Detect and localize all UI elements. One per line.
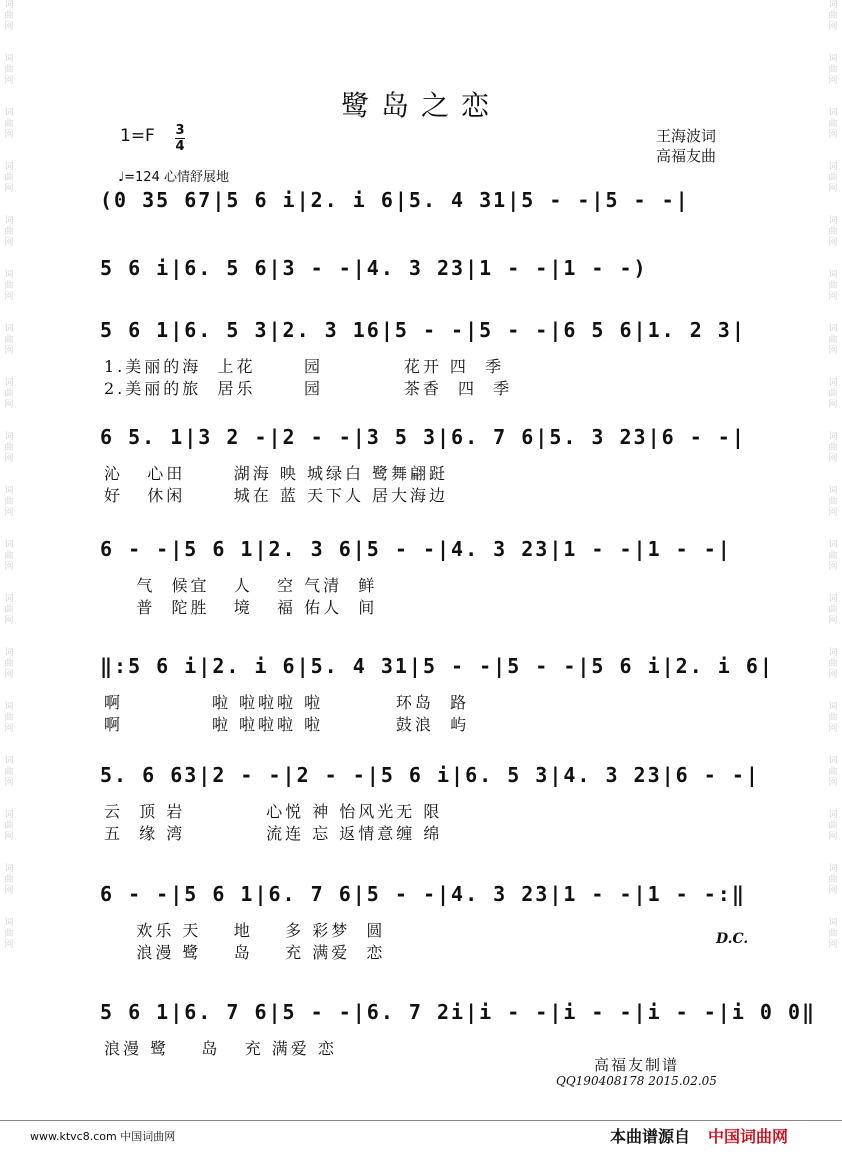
watermark-text: 词 曲 网 [828, 54, 838, 86]
lyricist-credit: 王海波词 [656, 127, 717, 145]
lyric-verse-1: 沁 心田 湖海 映 城绿白 鹭舞翩跹 [104, 464, 449, 483]
lyric-verse-1: 浪漫 鹭 岛 充 满爱 恋 [104, 1039, 337, 1058]
watermark-text: 词 曲 网 [4, 54, 14, 86]
staff-line [100, 654, 774, 736]
da-capo-marking: D.C. [716, 931, 749, 947]
watermark-text: 词 曲 网 [828, 594, 838, 626]
watermark-text: 词 曲 网 [4, 270, 14, 302]
watermark-text: 词 曲 网 [4, 810, 14, 842]
right-watermark [826, 0, 840, 1171]
lyric-verse-1: 1.美丽的海 上花 园 花开 四 季 [104, 357, 505, 376]
staff-line [100, 763, 760, 845]
watermark-text: 词 曲 网 [4, 162, 14, 194]
notation: 5 6 1|6. 7 6|5 - -|6. 7 2i|i - -|i - -|i - -|i 0 0‖ [100, 1000, 817, 1024]
lyric-verse-2: 五 缘 湾 流连 忘 返情意缠 绵 [104, 824, 443, 843]
staff-line [100, 256, 742, 286]
watermark-text: 词 曲 网 [4, 918, 14, 950]
watermark-text: 词 曲 网 [828, 918, 838, 950]
staff-line [100, 1000, 817, 1060]
lyric-verse-1: 欢乐 天 地 多 彩梦 圆 [104, 921, 386, 940]
notation: 6 - -|5 6 1|6. 7 6|5 - -|4. 3 23|1 - -|1 - -:‖ [100, 882, 746, 906]
watermark-text: 词 曲 网 [828, 162, 838, 194]
watermark-text: 词 曲 网 [828, 756, 838, 788]
watermark-text: 词 曲 网 [4, 324, 14, 356]
watermark-text: 词 曲 网 [828, 432, 838, 464]
lyric-verse-1: 啊 啦 啦啦啦 啦 环岛 路 [104, 693, 470, 712]
watermark-text: 词 曲 网 [4, 864, 14, 896]
watermark-text: 词 曲 网 [4, 648, 14, 680]
watermark-text: 词 曲 网 [4, 540, 14, 572]
watermark-text: 词 曲 网 [4, 378, 14, 410]
lyric-verse-2: 好 休闲 城在 蓝 天下人 居大海边 [104, 486, 449, 505]
lyric-verse-2: 普 陀胜 境 福 佑人 间 [104, 598, 378, 617]
meter-bottom: 4 [175, 139, 185, 154]
watermark-text: 词 曲 网 [828, 216, 838, 248]
footer-source [610, 1124, 788, 1147]
watermark-text: 词 曲 网 [4, 756, 14, 788]
song-title: 鹭岛之恋 [340, 89, 501, 122]
watermark-text: 词 曲 网 [828, 378, 838, 410]
watermark-text: 词 曲 网 [828, 270, 838, 302]
contact-date: QQ190408178 2015.02.05 [556, 1074, 717, 1088]
lyric-verse-2: 2.美丽的旅 居乐 园 茶香 四 季 [104, 379, 513, 398]
score-maker: 高福友制谱 [594, 1056, 680, 1074]
tempo-marking: ♩=124 心情舒展地 [118, 170, 229, 185]
watermark-text: 词 曲 网 [828, 0, 838, 32]
watermark-text: 词 曲 网 [4, 432, 14, 464]
watermark-text: 词 曲 网 [828, 108, 838, 140]
notation: 5 6 i|6. 5 6|3 - -|4. 3 23|1 - -|1 - -) [100, 256, 648, 280]
footer-site-name[interactable]: 中国词曲网 [708, 1127, 789, 1146]
watermark-text: 词 曲 网 [4, 0, 14, 32]
watermark-text: 词 曲 网 [828, 864, 838, 896]
notation: 5. 6 63|2 - -|2 - -|5 6 i|6. 5 3|4. 3 23|6 - -| [100, 763, 760, 787]
notation: 5 6 1|6. 5 3|2. 3 16|5 - -|5 - -|6 5 6|1. 2 3| [100, 318, 746, 342]
watermark-text: 词 曲 网 [4, 108, 14, 140]
watermark-text: 词 曲 网 [828, 810, 838, 842]
notation: (0 35 67|5 6 i|2. i 6|5. 4 31|5 - -|5 - -| [100, 188, 690, 212]
notation: 6 - -|5 6 1|2. 3 6|5 - -|4. 3 23|1 - -|1 - -| [100, 537, 732, 561]
notation: ‖:5 6 i|2. i 6|5. 4 31|5 - -|5 - -|5 6 i|2. i 6| [100, 654, 774, 678]
watermark-text: 词 曲 网 [4, 702, 14, 734]
watermark-text: 词 曲 网 [828, 324, 838, 356]
watermark-text: 词 曲 网 [4, 216, 14, 248]
watermark-text: 词 曲 网 [828, 702, 838, 734]
lyric-verse-1: 云 顶 岩 心悦 神 怡风光无 限 [104, 802, 443, 821]
staff-line [100, 882, 746, 964]
watermark-text: 词 曲 网 [828, 648, 838, 680]
watermark-text: 词 曲 网 [828, 540, 838, 572]
lyric-verse-2: 啊 啦 啦啦啦 啦 鼓浪 屿 [104, 715, 470, 734]
lyric-verse-2: 浪漫 鹭 岛 充 满爱 恋 [104, 943, 386, 962]
composer-credit: 高福友曲 [656, 147, 717, 165]
notation: 6 5. 1|3 2 -|2 - -|3 5 3|6. 7 6|5. 3 23|6 - -| [100, 425, 746, 449]
watermark-text: 词 曲 网 [828, 486, 838, 518]
staff-line [100, 537, 742, 619]
meter-top: 3 [175, 123, 185, 138]
left-watermark [2, 0, 16, 1171]
watermark-text: 词 曲 网 [4, 594, 14, 626]
time-signature [175, 124, 185, 153]
key-signature: 1=F [120, 126, 155, 146]
watermark-text: 词 曲 网 [4, 486, 14, 518]
footer-source-label: 本曲谱源自 [610, 1127, 691, 1146]
credits [656, 126, 716, 166]
footer-divider [0, 1120, 842, 1121]
staff-line [100, 188, 742, 218]
lyric-verse-1: 气 候宜 人 空 气清 鲜 [104, 576, 378, 595]
staff-line [100, 425, 746, 507]
staff-line [100, 318, 746, 400]
footer-site-url[interactable]: www.ktvc8.com 中国词曲网 [30, 1130, 176, 1143]
